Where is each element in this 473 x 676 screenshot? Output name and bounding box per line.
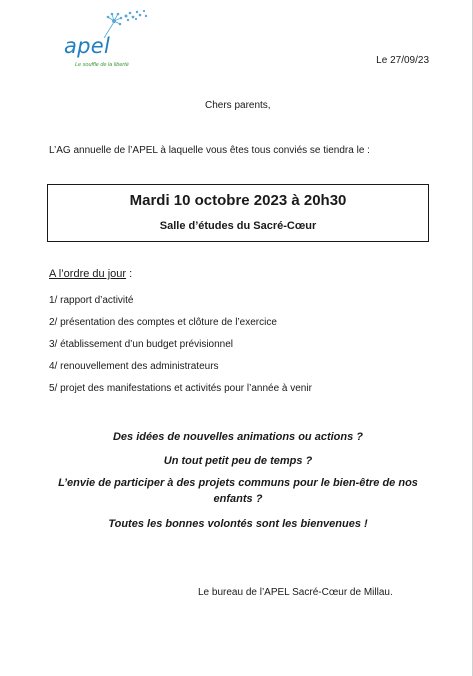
greeting: Chers parents, — [205, 100, 271, 111]
callout-welcome: Toutes les bonnes volontés sont les bienvenues ! — [108, 518, 368, 530]
agenda-item: 3/ établissement d’un budget prévisionnel — [49, 339, 234, 350]
logo-tagline: Le souffle de la liberté — [75, 62, 129, 68]
agenda-heading-colon: : — [126, 268, 133, 280]
apel-logo — [62, 8, 152, 70]
agenda-heading-text: A l’ordre du jour — [49, 268, 127, 280]
event-place: Salle d’études du Sacré-Cœur — [159, 220, 317, 232]
agenda-item: 5/ projet des manifestations et activités pour l’année à venir — [49, 383, 312, 394]
callout-time: Un tout petit peu de temps ? — [163, 455, 313, 467]
letter-date: Le 27/09/23 — [376, 55, 429, 66]
signature: Le bureau de l’APEL Sacré-Cœur de Millau. — [198, 587, 393, 598]
callout-participate: L’envie de participer à des projets communs pour le bien-être de nos enfants ? — [58, 477, 418, 505]
agenda-list — [49, 295, 312, 405]
intro-text: L’AG annuelle de l’APEL à laquelle vous êtes tous conviés se tiendra le : — [49, 145, 370, 156]
agenda-heading — [49, 268, 132, 280]
agenda-item: 4/ renouvellement des administrateurs — [49, 361, 219, 372]
agenda-item: 1/ rapport d’activité — [49, 295, 134, 306]
callout-ideas: Des idées de nouvelles animations ou actions ? — [112, 431, 363, 443]
event-box — [47, 184, 429, 242]
event-datetime: Mardi 10 octobre 2023 à 20h30 — [129, 192, 347, 209]
agenda-item: 2/ présentation des comptes et clôture de l’exercice — [49, 317, 277, 328]
logo-wordmark: apel — [64, 34, 111, 58]
